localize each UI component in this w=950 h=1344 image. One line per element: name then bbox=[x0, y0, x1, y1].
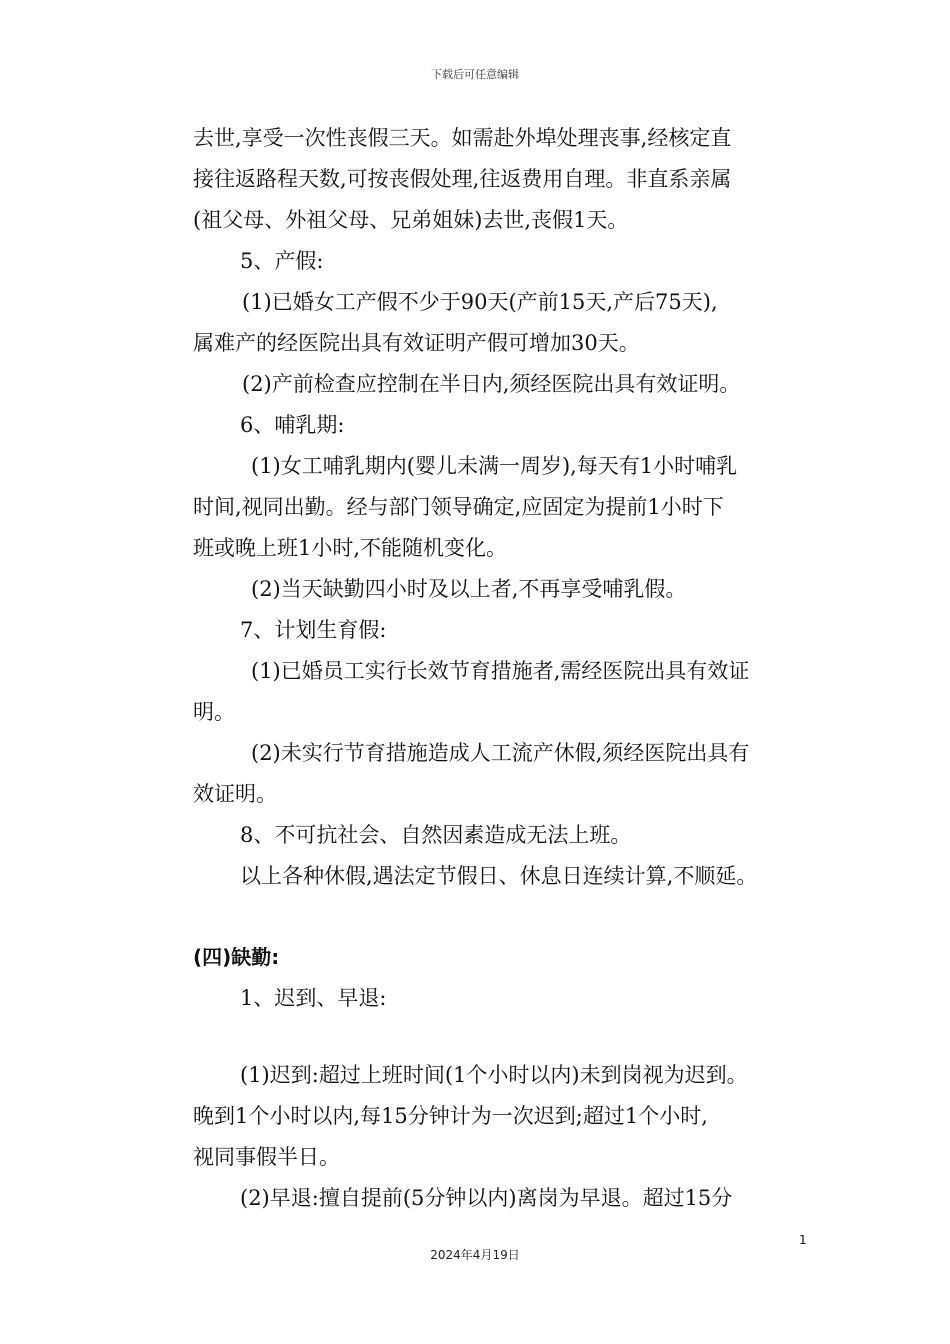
section-label: 1、迟到、早退: bbox=[240, 986, 387, 1010]
paragraph-line: (2)当天缺勤四小时及以上者,不再享受哺乳假。 bbox=[251, 577, 687, 601]
blank-line bbox=[193, 1019, 813, 1055]
paragraph-line: 去世,享受一次性丧假三天。如需赴外埠处理丧事,经核定直 bbox=[193, 126, 732, 150]
paragraph-line: 晚到1个小时以内,每15分钟计为一次迟到;超过1个小时, bbox=[193, 1104, 708, 1128]
paragraph-line: 视同事假半日。 bbox=[193, 1145, 340, 1169]
paragraph-line: (1)迟到:超过上班时间(1个小时以内)未到岗视为迟到。 bbox=[240, 1063, 748, 1087]
paragraph-line: (2)未实行节育措施造成人工流产休假,须经医院出具有 bbox=[251, 741, 750, 765]
paragraph-line: (2)早退:擅自提前(5分钟以内)离岗为早退。超过15分 bbox=[240, 1186, 733, 1210]
section-heading: (四)缺勤: bbox=[193, 945, 280, 969]
section-label: 7、计划生育假: bbox=[240, 618, 387, 642]
paragraph-line: (1)已婚员工实行长效节育措施者,需经医院出具有效证 bbox=[251, 659, 750, 683]
section-label: 6、哺乳期: bbox=[240, 413, 345, 437]
page-number: 1 bbox=[799, 1233, 807, 1247]
paragraph-line: 接往返路程天数,可按丧假处理,往返费用自理。非直系亲属 bbox=[193, 167, 732, 191]
paragraph-line: 以上各种休假,遇法定节假日、休息日连续计算,不顺延。 bbox=[240, 864, 758, 888]
paragraph-line: 属难产的经医院出具有效证明产假可增加30天。 bbox=[193, 331, 640, 355]
paragraph-line: 班或晚上班1小时,不能随机变化。 bbox=[193, 536, 508, 560]
paragraph-line: (1)已婚女工产假不少于90天(产前15天,产后75天), bbox=[242, 290, 718, 314]
paragraph-line: 8、不可抗社会、自然因素造成无法上班。 bbox=[240, 823, 632, 847]
document-body bbox=[193, 118, 813, 1219]
paragraph-line: 时间,视同出勤。经与部门领导确定,应固定为提前1小时下 bbox=[193, 495, 724, 519]
page-header: 下载后可任意编辑 bbox=[431, 68, 519, 81]
paragraph-line: 明。 bbox=[193, 700, 235, 724]
paragraph-line: 效证明。 bbox=[193, 782, 277, 806]
paragraph-line: (2)产前检查应控制在半日内,须经医院出具有效证明。 bbox=[242, 372, 741, 396]
footer-date: 2024年4月19日 bbox=[430, 1248, 520, 1262]
paragraph-line: (1)女工哺乳期内(婴儿未满一周岁),每天有1小时哺乳 bbox=[251, 454, 738, 478]
paragraph-line: (祖父母、外祖父母、兄弟姐妹)去世,丧假1天。 bbox=[193, 208, 629, 232]
blank-line bbox=[193, 897, 813, 937]
section-label: 5、产假: bbox=[240, 249, 324, 273]
